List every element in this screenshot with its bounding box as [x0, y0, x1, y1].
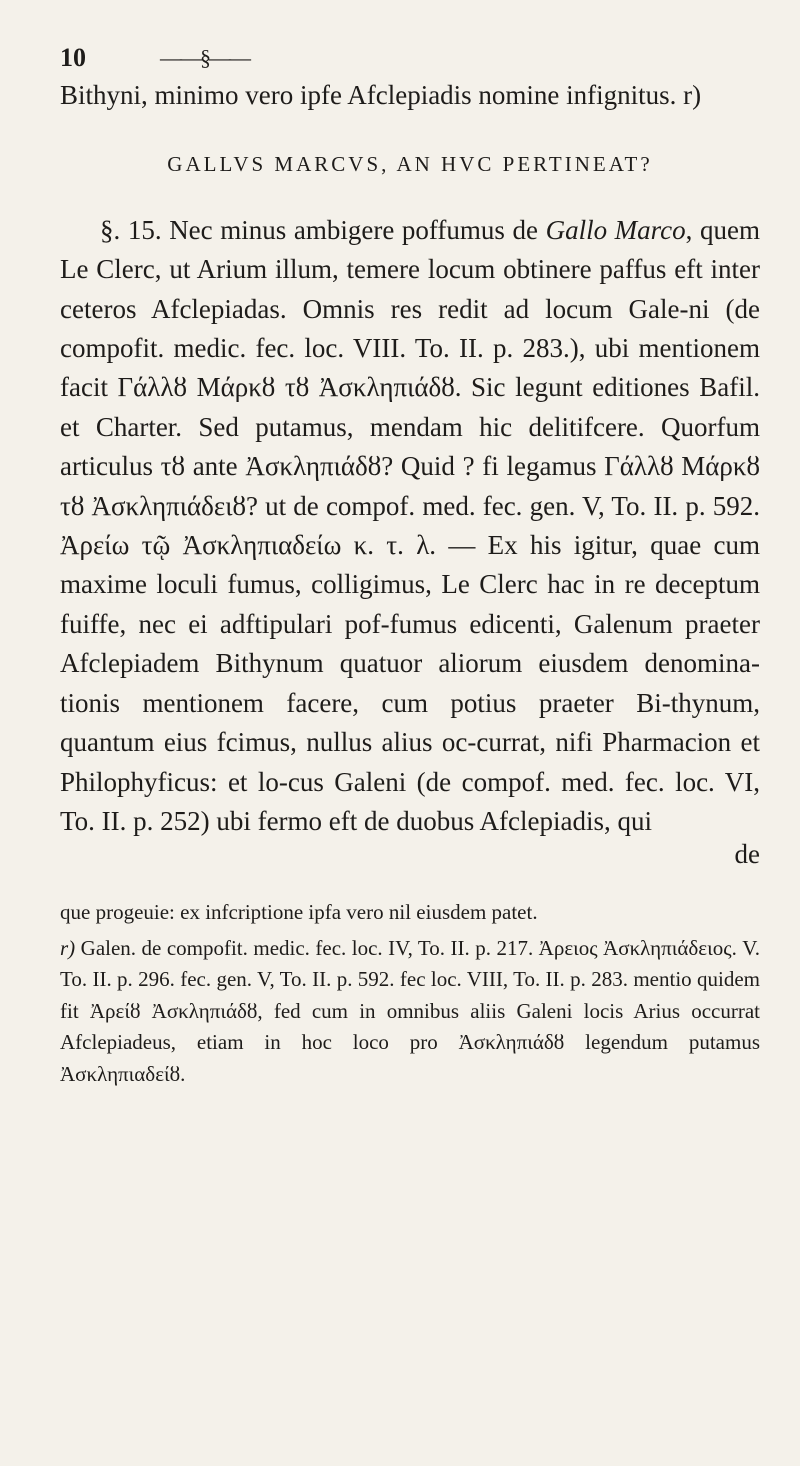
footnote-text: Galen. de compofit. medic. fec. loc. IV, To. II. p. 217. Ἀρειος Ἀσκληπιάδειος. V. To. II. p. 296. fec. gen. V, To. II. p. 592. fec loc. VIII, To. II. p. 283. mentio quidem fit Ἀρείȣ Ἀσκληπιάδȣ, fed cum in omnibus aliis Galeni locis Arius occurrat Afclepiadeus, etiam in hoc loco pro Ἀσκληπιάδȣ legendum putamus Ἀσκληπιαδείȣ. — [60, 935, 761, 1086]
page-number: 10 — [60, 43, 86, 72]
header-ornament: ——§—— — [160, 45, 249, 70]
footnote-r — [60, 933, 760, 1091]
book-page — [60, 40, 760, 1094]
footnotes — [60, 897, 760, 1090]
italic-name-gallo-marco: Gallo Marco — [545, 214, 686, 245]
footnote-continuation: que progeuie: ex infcriptione ipfa vero nil eiusdem patet. — [60, 900, 538, 925]
paragraph-start: §. 15. Nec minus ambigere poffumus de — [100, 214, 546, 245]
intro-paragraph: Bithyni, minimo vero ipfe Afclepiadis nomine infignitus. r) — [60, 80, 702, 110]
section-title: GALLVS MARCVS, AN HVC PERTINEAT? — [167, 152, 653, 177]
paragraph-rest: , quem Le Clerc, ut Arium illum, temere locum obtinere paffus eft inter ceteros Afclepiadas. Omnis res redit ad locum Gale-ni (de compofit. medic. fec. loc. VIII. To. II. p. 283.), ubi mentionem facit Γάλλȣ Μάρκȣ τȣ Ἀσκληπιάδȣ. Sic legunt editiones Bafil. et Charter. Sed putamus, mendam hic delitifcere. Quorfum articulus τȣ ante Ἀσκληπιάδȣ? Quid ? fi legamus Γάλλȣ Μάρκȣ τȣ Ἀσκληπιάδειȣ? ut de compof. med. fec. gen. V, To. II. p. 592. Ἀρείω τῷ Ἀσκληπιαδείω κ. τ. λ. — Ex his igitur, quae cum maxime loculi fumus, colligimus, Le Clerc hac in re deceptum fuiffe, nec ei adftipulari pof-fumus edicenti, Galenum praeter Afclepiadem Bithynum quatuor aliorum eiusdem denomina-tionis mentionem facere, cum potius praeter Bi-thynum, quantum eius fcimus, nullus alius oc-currat, nifi Pharmacion et Philophyficus: et lo-cus Galeni (de compof. med. fec. loc. VI, To. II. p. 252) ubi fermo eft de duobus Afclepiadis, qui — [60, 214, 760, 836]
main-text — [60, 76, 760, 869]
footnote-marker: r) — [60, 935, 76, 960]
section-paragraph — [60, 211, 760, 842]
page-header — [60, 40, 760, 76]
catchword: de — [734, 839, 760, 870]
